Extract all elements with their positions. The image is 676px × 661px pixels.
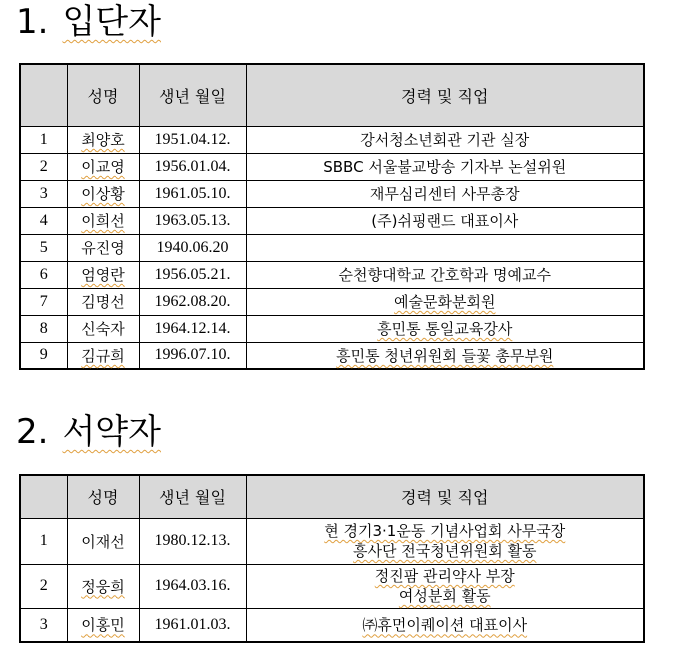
row-number: 5 — [20, 234, 67, 261]
row-birth: 1940.06.20 — [139, 234, 246, 261]
table-row — [20, 315, 644, 342]
row-career-line-1: 정진팜 관리약사 부장 — [374, 567, 515, 585]
row-number: 2 — [20, 564, 67, 608]
row-number: 3 — [20, 180, 67, 207]
row-number: 3 — [20, 608, 67, 642]
section-2-number: 2. — [16, 412, 49, 452]
table-row — [20, 126, 644, 153]
row-birth: 1956.05.21. — [139, 261, 246, 288]
row-career: 흥민통 청년위원회 들꽃 총무부원 — [246, 342, 644, 369]
row-number: 9 — [20, 342, 67, 369]
row-name: 이홍민 — [67, 608, 139, 642]
header-career: 경력 및 직업 — [246, 475, 644, 518]
section-1-number: 1. — [16, 2, 49, 42]
row-career: 순천향대학교 간호학과 명예교수 — [246, 261, 644, 288]
section-2-heading — [16, 412, 161, 452]
row-career — [246, 518, 644, 564]
row-number: 2 — [20, 153, 67, 180]
row-number: 1 — [20, 518, 67, 564]
row-number: 1 — [20, 126, 67, 153]
row-career: (주)쉬핑랜드 대표이사 — [246, 207, 644, 234]
table-row — [20, 564, 644, 608]
row-birth: 1996.07.10. — [139, 342, 246, 369]
row-number: 8 — [20, 315, 67, 342]
table-row — [20, 153, 644, 180]
row-name: 이재선 — [67, 518, 139, 564]
table-row — [20, 518, 644, 564]
table-row — [20, 342, 644, 369]
row-name: 김규희 — [67, 342, 139, 369]
row-birth: 1980.12.13. — [139, 518, 246, 564]
header-number — [20, 475, 67, 518]
row-career: 강서청소년회관 기관 실장 — [246, 126, 644, 153]
row-number: 6 — [20, 261, 67, 288]
row-name: 유진영 — [67, 234, 139, 261]
header-birth: 생년 월일 — [139, 64, 246, 126]
row-birth: 1951.04.12. — [139, 126, 246, 153]
header-name: 성명 — [67, 475, 139, 518]
row-birth: 1963.05.13. — [139, 207, 246, 234]
row-career — [246, 564, 644, 608]
row-career: 예술문화분회원 — [246, 288, 644, 315]
row-birth: 1961.01.03. — [139, 608, 246, 642]
row-name: 이희선 — [67, 207, 139, 234]
row-number: 4 — [20, 207, 67, 234]
row-career: 재무심리센터 사무총장 — [246, 180, 644, 207]
table-row — [20, 261, 644, 288]
header-number — [20, 64, 67, 126]
table-row — [20, 234, 644, 261]
row-name: 신숙자 — [67, 315, 139, 342]
row-name: 최양호 — [67, 126, 139, 153]
row-career — [246, 234, 644, 261]
row-number: 7 — [20, 288, 67, 315]
table-row — [20, 207, 644, 234]
row-name: 엄영란 — [67, 261, 139, 288]
table-header-row — [20, 64, 644, 126]
row-career-line-1: 현 경기3·1운동 기념사업회 사무국장 — [324, 522, 566, 540]
row-career: SBBC 서울불교방송 기자부 논설위원 — [246, 153, 644, 180]
table-header-row — [20, 475, 644, 518]
row-career: 흥민통 통일교육강사 — [246, 315, 644, 342]
row-name: 이상황 — [67, 180, 139, 207]
table-row — [20, 180, 644, 207]
table-row — [20, 288, 644, 315]
header-birth: 생년 월일 — [139, 475, 246, 518]
members-table — [19, 63, 645, 370]
table-row — [20, 608, 644, 642]
row-name: 김명선 — [67, 288, 139, 315]
row-birth: 1964.12.14. — [139, 315, 246, 342]
section-1-heading — [16, 2, 161, 42]
row-career: ㈜휴먼이퀘이션 대표이사 — [246, 608, 644, 642]
row-birth: 1962.08.20. — [139, 288, 246, 315]
header-career: 경력 및 직업 — [246, 64, 644, 126]
row-career-line-2: 여성분회 활동 — [398, 587, 491, 605]
row-birth: 1964.03.16. — [139, 564, 246, 608]
row-name: 정웅희 — [67, 564, 139, 608]
row-birth: 1961.05.10. — [139, 180, 246, 207]
row-career-line-2: 흥사단 전국청년위원회 활동 — [353, 542, 537, 560]
pledgers-table — [19, 474, 645, 643]
header-name: 성명 — [67, 64, 139, 126]
section-1-title: 입단자 — [62, 2, 161, 42]
row-name: 이교영 — [67, 153, 139, 180]
section-2-title: 서약자 — [62, 412, 161, 452]
row-birth: 1956.01.04. — [139, 153, 246, 180]
